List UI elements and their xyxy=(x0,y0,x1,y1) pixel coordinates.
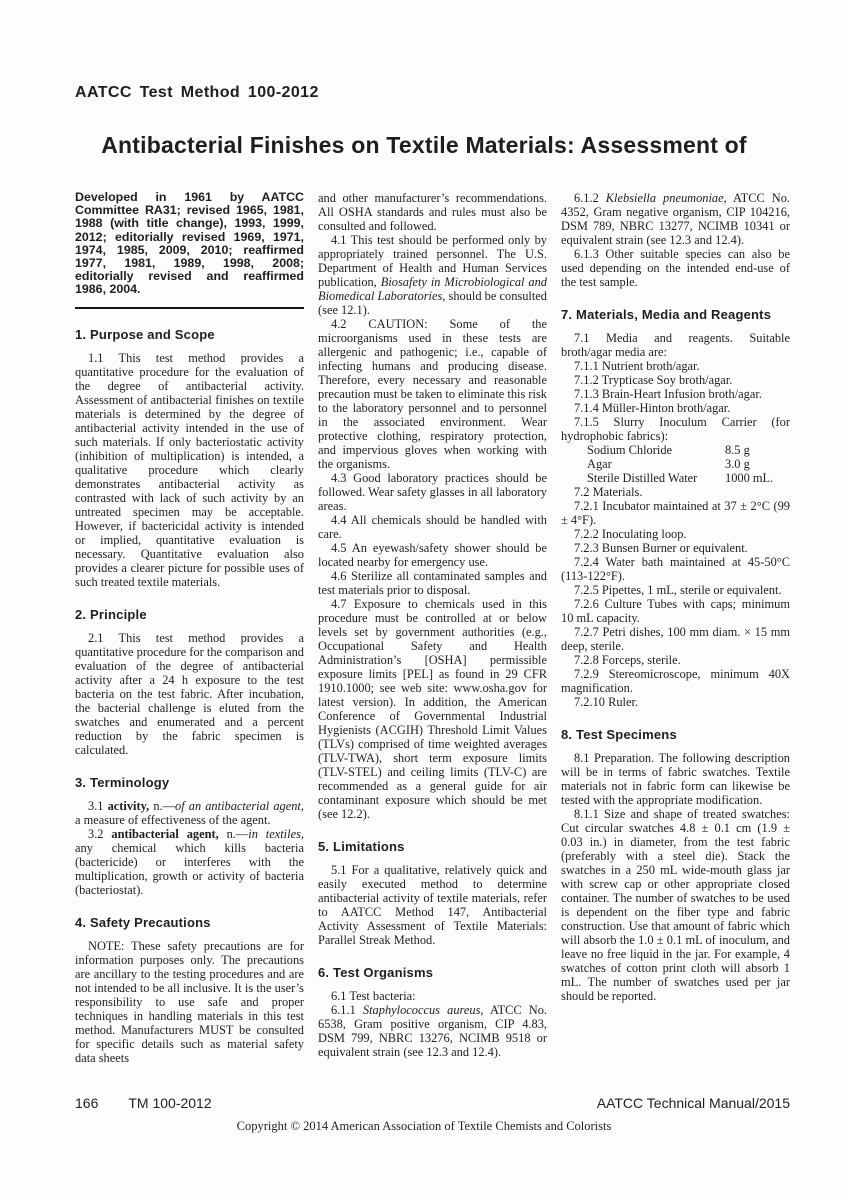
paragraph-6-1-2 xyxy=(561,191,790,247)
paragraph-4-2: 4.2 CAUTION: Some of the microorganisms used in these tests are allergenic and pathogenic; i.e., capable of infecting humans and producing disease. Therefore, every necessary and reasonable precaution must be taken to eliminate this risk to the laboratory personnel and to personnel in the associated environment. Wear protective clothing, respiratory protection, and impervious gloves when working with the organisms. xyxy=(318,317,547,471)
paragraph-7-2-5: 7.2.5 Pipettes, 1 mL, sterile or equivalent. xyxy=(574,583,782,597)
section-1-heading: 1. Purpose and Scope xyxy=(75,326,215,342)
ingredient-amount: 3.0 g xyxy=(725,457,750,471)
section-3-heading: 3. Terminology xyxy=(75,774,170,790)
ingredient-name: Agar xyxy=(587,457,612,471)
three-column-body xyxy=(75,191,791,1065)
paragraph-7-1-2: 7.1.2 Trypticase Soy broth/agar. xyxy=(574,373,733,387)
term-separator: n.— xyxy=(218,826,249,841)
paragraph-text: 4.1 This test should be performed only by appropriately trained personnel. The U.S. Department of Health and Human Services publication, xyxy=(318,233,547,289)
paragraph-6-1-1 xyxy=(318,1003,547,1059)
paragraph-7-2-1: 7.2.1 Incubator maintained at 37 ± 2°C (99 ± 4°F). xyxy=(561,499,790,527)
paragraph-4-note-continued: and other manufacturer’s recommendations. All OSHA standards and rules must also be consulted and followed. xyxy=(318,191,547,233)
paragraph-7-1-5: 7.1.5 Slurry Inoculum Carrier (for hydrophobic fabrics): xyxy=(561,415,790,443)
paragraph-7-2-9: 7.2.9 Stereomicroscope, minimum 40X magnification. xyxy=(561,667,790,695)
section-6-heading: 6. Test Organisms xyxy=(318,965,434,980)
history-divider xyxy=(75,307,304,309)
paragraph-2-1: 2.1 This test method provides a quantitative procedure for the comparison and evaluation of the degree of antibacterial activity after a 24 h exposure to the test bacteria on the test fabric. After incubation, the bacterial challenge is eluted from the swatches and enumerated and a percent reduction by the fabric specimen is calculated. xyxy=(75,630,304,757)
paragraph-7-1: 7.1 Media and reagents. Suitable broth/agar media are: xyxy=(561,331,790,359)
paragraph-3-1 xyxy=(75,799,304,827)
paragraph-8-1-1: 8.1.1 Size and shape of treated swatches: Cut circular swatches 4.8 ± 0.1 cm (1.9 ± 0.03 in.) in diameter, from the test fabric (preferably with a steel die). Stack the swatches in a 250 mL wide-mouth glass jar with screw cap or other appropriate closed container. The number of swatches to be used is dependent on the fiber type and fabric construction. Use that amount of fabric which will absorb the 1.0 ± 0.1 mL of inoculum, and leave no free liquid in the jar. For example, 4 swatches of cotton print cloth will absorb 1 mL. The number of swatches used per jar should be reported. xyxy=(561,807,790,1003)
clause-number: 6.1.1 xyxy=(331,1003,363,1017)
column-middle xyxy=(318,191,547,1065)
term-number: 3.1 xyxy=(88,798,108,813)
slurry-ingredient-list xyxy=(561,443,790,485)
revision-history: Developed in 1961 by AATCC Committee RA31; revised 1965, 1981, 1988 (with title change), 1993, 1999, 2012; editorially revised 1969, 1971, 1974, 1985, 2009, 2010; reaffirmed 1977, 1981, 1989, 1998, 2008; editorially revised and reaffirmed 1986, 2004. xyxy=(75,190,304,297)
paragraph-4-note: NOTE: These safety precautions are for information purposes only. The precautions are ancillary to the testing procedures and are not intended to be all inclusive. It is the user’s responsibility to use safe and proper techniques in handling materials in this test method. Manufacturers MUST be consulted for specific details such as material safety data sheets xyxy=(75,938,304,1065)
paragraph-1-1: 1.1 This test method provides a quantitative procedure for the evaluation of the degree of antibacterial activity. Assessment of antibacterial finishes on textile materials is determined by the degree of antibacterial activity intended in the use of such materials. If only bacteriostatic activity (inhibition of multiplication) is intended, a qualitative procedure which clearly demonstrates antibacterial activity as contrasted with lack of such activity by an untreated specimen may be acceptable. However, if bactericidal activity is intended or implied, quantitative evaluation is necessary. Quantitative evaluation also provides a clearer picture for possible uses of such treated textile materials. xyxy=(75,350,304,589)
paragraph-8-1: 8.1 Preparation. The following description will be in terms of fabric swatches. Textile materials not in fabric form can likewise be tested with the appropriate modification. xyxy=(561,751,790,807)
column-left xyxy=(75,191,304,1065)
paragraph-7-2-6: 7.2.6 Culture Tubes with caps; minimum 10 mL capacity. xyxy=(561,597,790,625)
ingredient-row xyxy=(561,443,790,457)
section-7-heading: 7. Materials, Media and Reagents xyxy=(561,307,772,322)
paragraph-7-2: 7.2 Materials. xyxy=(574,485,643,499)
term-definition: , a measure of effectiveness of the agent. xyxy=(75,798,304,827)
term-activity: activity, xyxy=(107,798,150,813)
column-right xyxy=(561,191,790,1065)
term-separator: n.— xyxy=(149,798,176,813)
paragraph-text: , should be consulted (see 12.1). xyxy=(318,289,547,317)
section-5-heading: 5. Limitations xyxy=(318,839,405,854)
footer-left xyxy=(75,1095,212,1111)
page-number: 166 xyxy=(75,1095,99,1111)
footer-manual-name: AATCC Technical Manual/2015 xyxy=(596,1095,790,1111)
paragraph-7-1-4: 7.1.4 Müller-Hinton broth/agar. xyxy=(574,401,731,415)
page-footer xyxy=(75,1095,790,1111)
ingredient-name: Sterile Distilled Water xyxy=(587,471,698,485)
term-definition: , any chemical which kills bacteria (bactericide) or interferes with the multiplication, growth or activity of bacteria (bacteriostat). xyxy=(75,826,304,897)
ingredient-name: Sodium Chloride xyxy=(587,443,673,457)
term-number: 3.2 xyxy=(88,826,112,841)
paragraph-6-1-3: 6.1.3 Other suitable species can also be used depending on the intended end-use of the test sample. xyxy=(561,247,790,289)
paragraph-text: , ATCC No. 6538, Gram positive organism, CIP 4.83, DSM 799, NBRC 13276, NCIMB 9518 or equivalent strain (see 12.3 and 12.4). xyxy=(318,1003,547,1059)
section-8-heading: 8. Test Specimens xyxy=(561,727,677,742)
section-4-heading: 4. Safety Precautions xyxy=(75,914,211,930)
paragraph-4-1 xyxy=(318,233,547,317)
publication-title: Biosafety in Microbiological and Biomedical Laboratories xyxy=(318,275,547,303)
ingredient-amount: 8.5 g xyxy=(725,443,750,457)
clause-number: 6.1.2 xyxy=(574,191,606,205)
term-context: of an antibacterial agent xyxy=(175,798,301,813)
section-2-heading: 2. Principle xyxy=(75,606,147,622)
method-number-header: AATCC Test Method 100-2012 xyxy=(75,84,319,101)
paragraph-7-2-10: 7.2.10 Ruler. xyxy=(574,695,639,709)
paragraph-7-2-4: 7.2.4 Water bath maintained at 45-50°C (113-122°F). xyxy=(561,555,790,583)
paragraph-4-3: 4.3 Good laboratory practices should be followed. Wear safety glasses in all laboratory areas. xyxy=(318,471,547,513)
paragraph-4-6: 4.6 Sterilize all contaminated samples and test materials prior to disposal. xyxy=(318,569,547,597)
ingredient-amount: 1000 mL. xyxy=(725,471,774,485)
paragraph-6-1: 6.1 Test bacteria: xyxy=(331,989,416,1003)
ingredient-row xyxy=(561,471,790,485)
organism-name: Staphylococcus aureus xyxy=(362,1003,481,1017)
paragraph-7-1-3: 7.1.3 Brain-Heart Infusion broth/agar. xyxy=(574,387,762,401)
organism-name: Klebsiella pneumoniae xyxy=(605,191,724,205)
paragraph-7-2-2: 7.2.2 Inoculating loop. xyxy=(574,527,687,541)
paragraph-4-4: 4.4 All chemicals should be handled with care. xyxy=(318,513,547,541)
paragraph-text: , ATCC No. 4352, Gram negative organism, CIP 104216, DSM 789, NBRC 13277, NCIMB 10341 or equivalent strain (see 12.3 and 12.4). xyxy=(561,191,790,247)
term-context: in textiles xyxy=(248,826,301,841)
paragraph-3-2 xyxy=(75,827,304,897)
paragraph-5-1: 5.1 For a qualitative, relatively quick and easily executed method to determine antibacterial activity of textile materials, refer to AATCC Method 147, Antibacterial Activity Assessment of Textile Materials: Parallel Streak Method. xyxy=(318,863,547,947)
paragraph-7-2-8: 7.2.8 Forceps, sterile. xyxy=(574,653,681,667)
copyright-notice: Copyright © 2014 American Association of Textile Chemists and Colorists xyxy=(236,1119,612,1133)
page-title: Antibacterial Finishes on Textile Materials: Assessment of xyxy=(101,132,747,158)
footer-doc-code: TM 100-2012 xyxy=(128,1095,212,1111)
paragraph-7-2-3: 7.2.3 Bunsen Burner or equivalent. xyxy=(574,541,748,555)
paragraph-4-5: 4.5 An eyewash/safety shower should be located nearby for emergency use. xyxy=(318,541,547,569)
paragraph-4-7: 4.7 Exposure to chemicals used in this procedure must be controlled at or below levels set by government authorities (e.g., Occupational Safety and Health Administration’s [OSHA] permissible exposure limits [PEL] as found in 29 CFR 1910.1000; see web site: www.osha.gov for latest version). In addition, the American Conference of Governmental Industrial Hygienists (ACGIH) Threshold Limit Values (TLVs) comprised of time weighted averages (TLV-TWA), short term exposure limits (TLV-STEL) and ceiling limits (TLV-C) are recommended as a general guide for air contaminant exposure which should be met (see 12.2). xyxy=(318,597,547,821)
paragraph-7-1-1: 7.1.1 Nutrient broth/agar. xyxy=(574,359,700,373)
paragraph-7-2-7: 7.2.7 Petri dishes, 100 mm diam. × 15 mm deep, sterile. xyxy=(561,625,790,653)
term-antibacterial-agent: antibacterial agent, xyxy=(111,826,219,841)
ingredient-row xyxy=(561,457,790,471)
